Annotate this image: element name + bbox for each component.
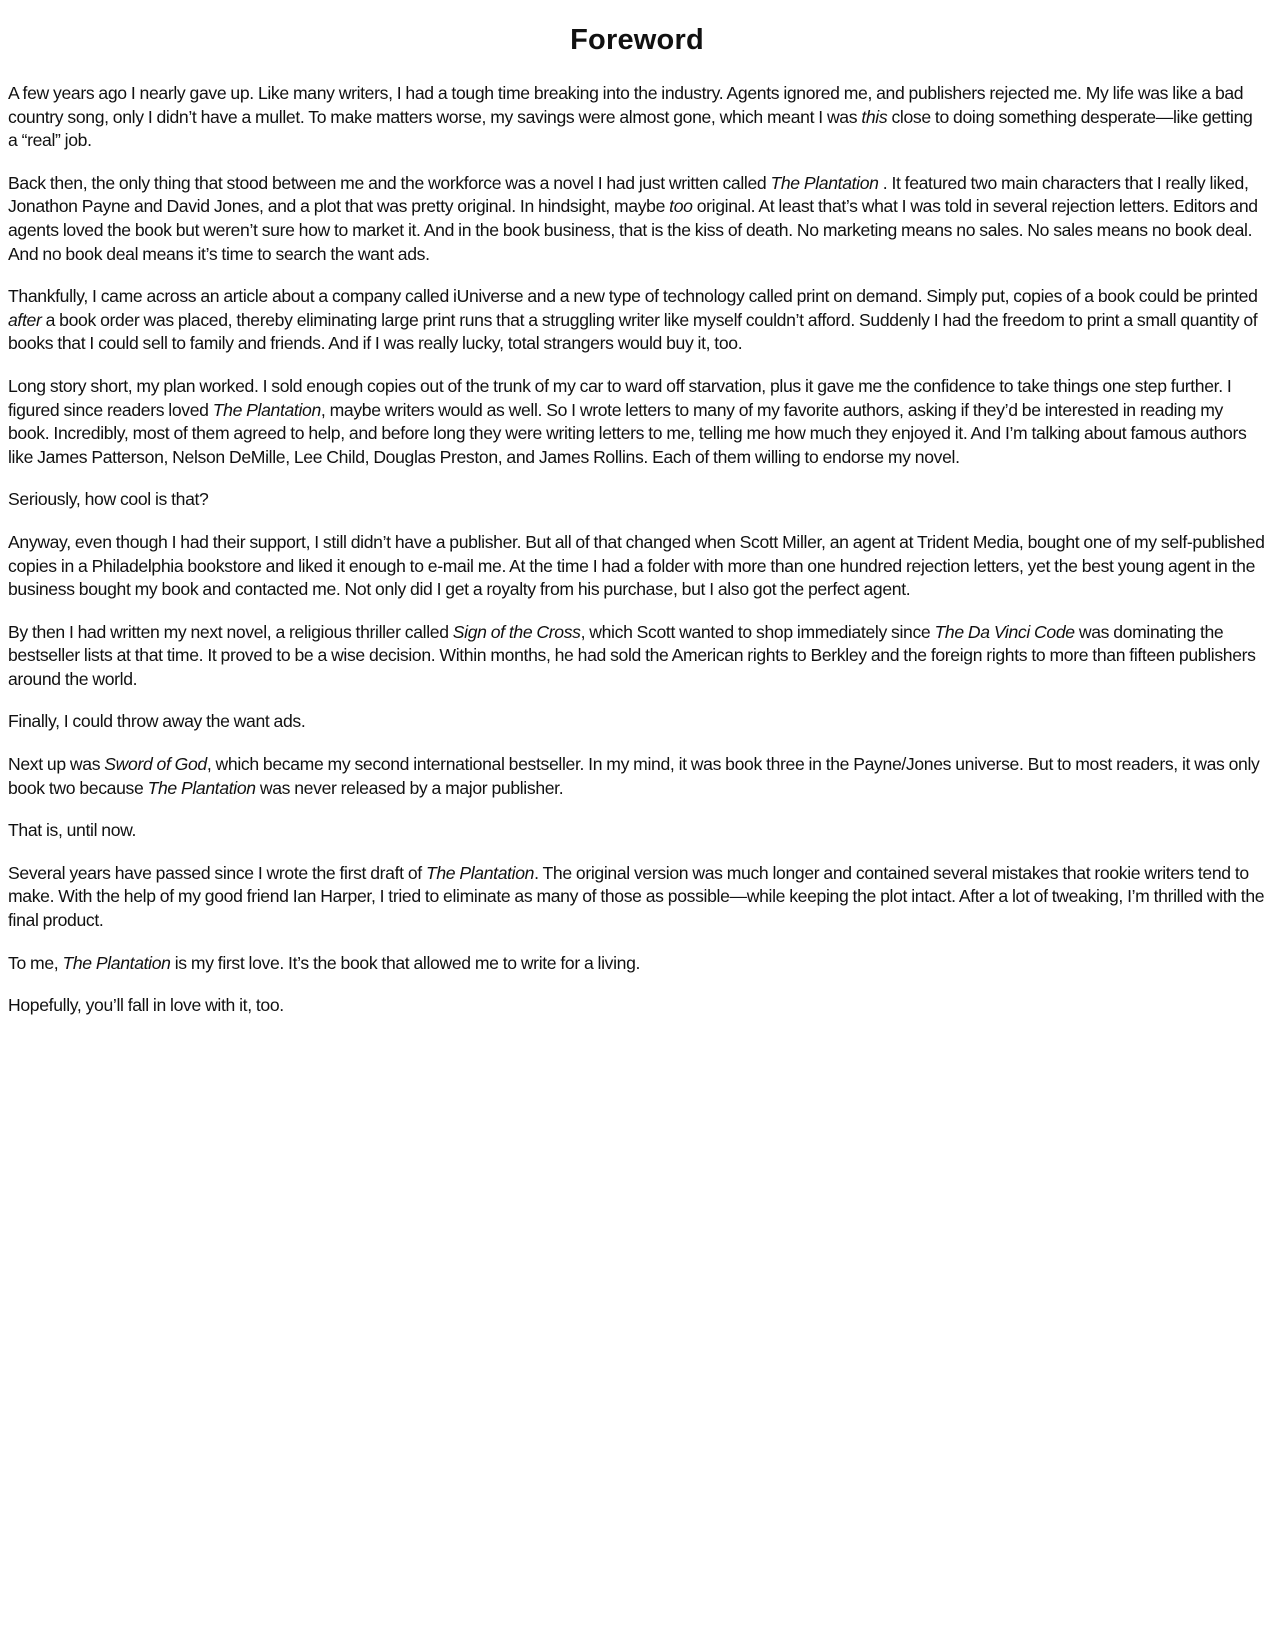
paragraph-text: close to doing something desperate—like getting a “real” job. (8, 106, 1253, 151)
paragraph (8, 488, 1266, 512)
paragraph-text: , which became my second international bestseller. In my mind, it was book three in the Payne/Jones universe. But to most readers, it was only book two because (8, 754, 1260, 798)
paragraph (8, 285, 1266, 356)
paragraph (8, 753, 1266, 800)
paragraph-text: Thankfully, I came across an article about a company called iUniverse and a new type of technology called print on demand. Simply put, copies of a book could be printed (8, 286, 1258, 307)
paragraph-text: . The original version was much longer and contained several mistakes that rookie writers tend to make. With the help of my good friend Ian Harper, I tried to eliminate as many of those as possible—while keeping the plot intact. After a lot of tweaking, I’m thrilled with the final product. (8, 862, 1265, 931)
paragraph-text: Long story short, my plan worked. I sold enough copies out of the trunk of my car to ward off starvation, plus it gave me the confidence to take things one step further. I figured since readers loved (8, 375, 1232, 420)
paragraph (8, 531, 1266, 602)
paragraph-text: Finally, I could throw away the want ads. (8, 711, 306, 732)
paragraph-text: Anyway, even though I had their support, I still didn’t have a publisher. But all of that changed when Scott Miller, an agent at Trident Media, bought one of my self-published copies in a Philadelphia bookstore and liked it enough to e-mail me. At the time I had a folder with more than one hundred rejection letters, yet the best young agent in the business bought my book and contacted me. Not only did I get a royalty from his purchase, but I also got the perfect agent. (8, 531, 1265, 600)
paragraph (8, 710, 1266, 734)
paragraph-text: Seriously, how cool is that? (8, 489, 209, 510)
paragraph (8, 82, 1266, 153)
paragraph (8, 375, 1266, 469)
paragraph-text: is my first love. It’s the book that allowed me to write for a living. (170, 952, 641, 973)
italic-text: The Plantation (147, 777, 256, 798)
document-body (8, 82, 1266, 1018)
document-page (8, 0, 1266, 1037)
paragraph (8, 172, 1266, 266)
italic-text: after (8, 309, 42, 330)
italic-text: The Plantation (62, 952, 171, 973)
paragraph-text: A few years ago I nearly gave up. Like many writers, I had a tough time breaking into the industry. Agents ignored me, and publishers rejected me. My life was like a bad country song, only I didn’t have a mullet. To make matters worse, my savings were almost gone, which meant I was (8, 83, 1244, 127)
paragraph-text: Back then, the only thing that stood between me and the workforce was a novel I had just written called (8, 172, 771, 193)
italic-text: Sign of the Cross (452, 621, 581, 642)
paragraph-text: Hopefully, you’ll fall in love with it, too. (8, 995, 284, 1016)
paragraph-text: , maybe writers would as well. So I wrote letters to many of my favorite authors, asking if they’d be interested in reading my book. Incredibly, most of them agreed to help, and before long they were writing letters to me, telling me how much they enjoyed it. And I’m talking about famous authors like James Patterson, Nelson DeMille, Lee Child, Douglas Preston, and James Rollins. Each of them willing to endorse my novel. (8, 399, 1247, 467)
italic-text: The Plantation (770, 172, 879, 193)
page-title: Foreword (570, 24, 704, 56)
paragraph-text: To me, (8, 952, 63, 973)
italic-text: The Da Vinci Code (934, 621, 1075, 642)
paragraph-text: a book order was placed, thereby eliminating large print runs that a struggling writer like myself couldn’t afford. Suddenly I had the freedom to print a small quantity of books that I could sell to family and friends. And if I was really lucky, total strangers would buy it, too. (8, 309, 1258, 354)
paragraph-text: Next up was (8, 754, 105, 775)
paragraph (8, 952, 1266, 976)
paragraph (8, 819, 1266, 843)
paragraph-text: By then I had written my next novel, a religious thriller called (8, 621, 453, 642)
paragraph-text: , which Scott wanted to shop immediately since (580, 621, 935, 642)
paragraph-text: That is, until now. (8, 820, 137, 841)
paragraph-text: was dominating the bestseller lists at that time. It proved to be a wise decision. Within months, he had sold the American rights to Berkley and the foreign rights to more than fifteen publishers around the world. (8, 621, 1256, 689)
italic-text: this (861, 106, 888, 127)
italic-text: too (669, 196, 693, 217)
italic-text: The Plantation (212, 399, 321, 420)
paragraph (8, 862, 1266, 933)
paragraph-text: Several years have passed since I wrote the first draft of (8, 862, 426, 883)
paragraph-text: original. At least that’s what I was told in several rejection letters. Editors and agents loved the book but weren’t sure how to market it. And in the book business, that is the kiss of death. No marketing means no sales. No sales means no book deal. And no book deal means it’s time to search the want ads. (8, 196, 1258, 264)
italic-text: Sword of God (104, 754, 207, 775)
paragraph-text: . It featured two main characters that I really liked, Jonathon Payne and David Jones, and a plot that was pretty original. In hindsight, maybe (8, 172, 1249, 217)
paragraph-text: was never released by a major publisher. (255, 777, 564, 798)
italic-text: The Plantation (425, 862, 535, 883)
paragraph (8, 621, 1266, 692)
paragraph (8, 994, 1266, 1018)
